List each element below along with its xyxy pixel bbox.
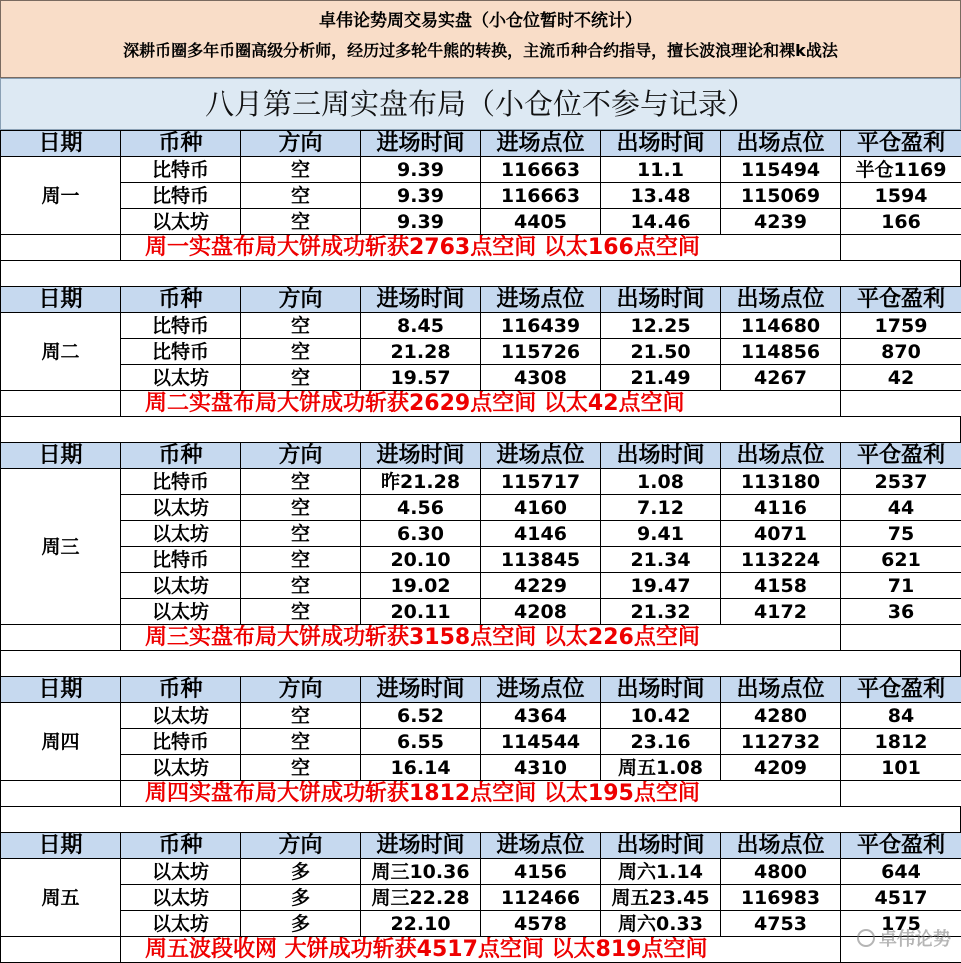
column-header: 币种 (121, 131, 241, 157)
trade-table (0, 286, 961, 417)
table-cell: 空 (241, 573, 361, 599)
column-header: 币种 (121, 287, 241, 313)
summary-empty-cell (1, 391, 121, 417)
column-header: 进场点位 (481, 833, 601, 859)
week-block (0, 442, 961, 651)
table-cell: 4229 (481, 573, 601, 599)
column-header: 方向 (241, 677, 361, 703)
table-cell: 2537 (841, 469, 961, 495)
table-cell: 116439 (481, 313, 601, 339)
table-cell: 621 (841, 547, 961, 573)
table-cell: 4267 (721, 365, 841, 391)
banner-line-2: 深耕币圈多年币圈高级分析师，经历过多轮牛熊的转换，主流币种合约指导，擅长波浪理论和裸k战法 (123, 41, 838, 60)
column-header: 出场时间 (601, 287, 721, 313)
table-cell: 101 (841, 755, 961, 781)
table-cell: 以太坊 (121, 209, 241, 235)
table-cell: 空 (241, 339, 361, 365)
table-cell: 19.57 (361, 365, 481, 391)
table-cell: 以太坊 (121, 495, 241, 521)
column-header: 平仓盈利 (841, 443, 961, 469)
day-label: 周五 (1, 859, 121, 937)
column-header: 平仓盈利 (841, 287, 961, 313)
table-cell: 空 (241, 365, 361, 391)
table-cell: 4172 (721, 599, 841, 625)
column-header: 出场点位 (721, 443, 841, 469)
column-header: 出场时间 (601, 443, 721, 469)
table-cell: 6.52 (361, 703, 481, 729)
banner (0, 0, 961, 78)
column-header: 出场时间 (601, 833, 721, 859)
summary-empty-cell (841, 781, 961, 807)
table-cell: 9.39 (361, 209, 481, 235)
summary-empty-cell (1, 781, 121, 807)
table-cell: 4071 (721, 521, 841, 547)
table-cell: 13.48 (601, 183, 721, 209)
table-cell: 4800 (721, 859, 841, 885)
table-cell: 113845 (481, 547, 601, 573)
table-cell: 116983 (721, 885, 841, 911)
column-header: 出场时间 (601, 677, 721, 703)
table-cell: 周三10.36 (361, 859, 481, 885)
column-header: 出场时间 (601, 131, 721, 157)
table-cell: 周五23.45 (601, 885, 721, 911)
table-cell: 比特币 (121, 183, 241, 209)
column-header: 进场时间 (361, 131, 481, 157)
table-cell: 20.10 (361, 547, 481, 573)
table-cell: 1812 (841, 729, 961, 755)
week-spacer (0, 260, 961, 286)
table-cell: 4310 (481, 755, 601, 781)
table-cell: 以太坊 (121, 599, 241, 625)
table-cell: 115726 (481, 339, 601, 365)
table-row (1, 859, 961, 885)
table-cell: 115069 (721, 183, 841, 209)
table-row (1, 313, 961, 339)
table-cell: 19.47 (601, 573, 721, 599)
table-cell: 166 (841, 209, 961, 235)
summary-text: 周三实盘布局大饼成功斩获3158点空间 以太226点空间 (121, 625, 841, 651)
trade-table (0, 442, 961, 651)
day-label: 周二 (1, 313, 121, 391)
table-cell: 42 (841, 365, 961, 391)
table-cell: 以太坊 (121, 573, 241, 599)
column-header: 进场时间 (361, 287, 481, 313)
table-row (1, 183, 961, 209)
table-header-row (1, 443, 961, 469)
summary-text: 周二实盘布局大饼成功斩获2629点空间 以太42点空间 (121, 391, 841, 417)
table-cell: 9.39 (361, 157, 481, 183)
watermark-icon (857, 929, 875, 947)
table-cell: 870 (841, 339, 961, 365)
table-cell: 113224 (721, 547, 841, 573)
table-cell: 644 (841, 859, 961, 885)
column-header: 币种 (121, 677, 241, 703)
table-header-row (1, 677, 961, 703)
table-cell: 以太坊 (121, 703, 241, 729)
table-cell: 昨21.28 (361, 469, 481, 495)
summary-row (1, 937, 961, 963)
table-cell: 175 (841, 911, 961, 937)
table-cell: 4578 (481, 911, 601, 937)
table-cell: 4364 (481, 703, 601, 729)
week-block (0, 676, 961, 807)
table-cell: 21.49 (601, 365, 721, 391)
table-cell: 22.10 (361, 911, 481, 937)
column-header: 平仓盈利 (841, 677, 961, 703)
table-cell: 112732 (721, 729, 841, 755)
table-row (1, 885, 961, 911)
column-header: 进场时间 (361, 443, 481, 469)
table-cell: 16.14 (361, 755, 481, 781)
table-cell: 周五1.08 (601, 755, 721, 781)
column-header: 平仓盈利 (841, 833, 961, 859)
table-row (1, 573, 961, 599)
table-cell: 空 (241, 209, 361, 235)
table-row (1, 599, 961, 625)
table-cell: 113180 (721, 469, 841, 495)
table-cell: 1759 (841, 313, 961, 339)
table-cell: 116663 (481, 157, 601, 183)
day-label: 周三 (1, 469, 121, 625)
table-cell: 空 (241, 469, 361, 495)
table-cell: 比特币 (121, 313, 241, 339)
table-cell: 6.30 (361, 521, 481, 547)
summary-empty-cell (1, 937, 121, 963)
summary-empty-cell (841, 625, 961, 651)
table-cell: 周六0.33 (601, 911, 721, 937)
column-header: 日期 (1, 833, 121, 859)
table-cell: 多 (241, 885, 361, 911)
table-cell: 19.02 (361, 573, 481, 599)
column-header: 日期 (1, 677, 121, 703)
summary-row (1, 781, 961, 807)
table-cell: 多 (241, 911, 361, 937)
table-row (1, 157, 961, 183)
table-cell: 比特币 (121, 729, 241, 755)
table-cell: 空 (241, 495, 361, 521)
table-row (1, 469, 961, 495)
column-header: 日期 (1, 443, 121, 469)
table-cell: 以太坊 (121, 885, 241, 911)
column-header: 方向 (241, 833, 361, 859)
column-header: 进场点位 (481, 443, 601, 469)
column-header: 出场点位 (721, 131, 841, 157)
table-cell: 空 (241, 547, 361, 573)
table-cell: 空 (241, 755, 361, 781)
table-row (1, 703, 961, 729)
summary-text: 周一实盘布局大饼成功斩获2763点空间 以太166点空间 (121, 235, 841, 261)
table-cell: 114544 (481, 729, 601, 755)
table-cell: 4209 (721, 755, 841, 781)
table-row (1, 339, 961, 365)
week-block (0, 832, 961, 963)
table-cell: 空 (241, 599, 361, 625)
table-cell: 21.34 (601, 547, 721, 573)
table-row (1, 495, 961, 521)
table-cell: 115494 (721, 157, 841, 183)
column-header: 进场时间 (361, 833, 481, 859)
day-label: 周四 (1, 703, 121, 781)
watermark (857, 925, 951, 951)
table-cell: 1594 (841, 183, 961, 209)
summary-empty-cell (841, 235, 961, 261)
column-header: 出场点位 (721, 833, 841, 859)
table-cell: 112466 (481, 885, 601, 911)
table-cell: 14.46 (601, 209, 721, 235)
table-cell: 空 (241, 313, 361, 339)
summary-text: 周四实盘布局大饼成功斩获1812点空间 以太195点空间 (121, 781, 841, 807)
table-cell: 6.55 (361, 729, 481, 755)
table-cell: 周六1.14 (601, 859, 721, 885)
week-block (0, 286, 961, 417)
column-header: 日期 (1, 131, 121, 157)
table-row (1, 365, 961, 391)
week-spacer (0, 416, 961, 442)
table-row (1, 755, 961, 781)
table-row (1, 729, 961, 755)
table-cell: 23.16 (601, 729, 721, 755)
table-cell: 9.39 (361, 183, 481, 209)
table-cell: 4.56 (361, 495, 481, 521)
column-header: 进场点位 (481, 131, 601, 157)
table-cell: 4116 (721, 495, 841, 521)
table-cell: 比特币 (121, 339, 241, 365)
table-cell: 周三22.28 (361, 885, 481, 911)
table-cell: 9.41 (601, 521, 721, 547)
table-cell: 4280 (721, 703, 841, 729)
table-cell: 21.32 (601, 599, 721, 625)
column-header: 出场点位 (721, 287, 841, 313)
table-row (1, 547, 961, 573)
table-cell: 4308 (481, 365, 601, 391)
table-cell: 空 (241, 183, 361, 209)
column-header: 方向 (241, 443, 361, 469)
table-cell: 空 (241, 729, 361, 755)
column-header: 进场点位 (481, 287, 601, 313)
table-cell: 比特币 (121, 157, 241, 183)
table-cell: 空 (241, 703, 361, 729)
table-cell: 以太坊 (121, 365, 241, 391)
week-spacer (0, 806, 961, 832)
summary-text: 周五波段收网 大饼成功斩获4517点空间 以太819点空间 (121, 937, 841, 963)
column-header: 方向 (241, 287, 361, 313)
table-header-row (1, 131, 961, 157)
table-cell: 4517 (841, 885, 961, 911)
day-label: 周一 (1, 157, 121, 235)
column-header: 进场时间 (361, 677, 481, 703)
trade-table (0, 130, 961, 261)
table-cell: 以太坊 (121, 755, 241, 781)
trade-table (0, 832, 961, 963)
column-header: 方向 (241, 131, 361, 157)
table-cell: 12.25 (601, 313, 721, 339)
table-cell: 115717 (481, 469, 601, 495)
table-cell: 114856 (721, 339, 841, 365)
trade-table (0, 676, 961, 807)
table-cell: 以太坊 (121, 521, 241, 547)
page-title: 八月第三周实盘布局（小仓位不参与记录） (0, 78, 961, 130)
table-cell: 36 (841, 599, 961, 625)
banner-line-1: 卓伟论势周交易实盘（小仓位暂时不统计） (319, 11, 642, 31)
table-cell: 比特币 (121, 547, 241, 573)
column-header: 币种 (121, 833, 241, 859)
table-cell: 114680 (721, 313, 841, 339)
table-cell: 10.42 (601, 703, 721, 729)
column-header: 出场点位 (721, 677, 841, 703)
table-row (1, 911, 961, 937)
table-cell: 4146 (481, 521, 601, 547)
table-cell: 75 (841, 521, 961, 547)
table-cell: 空 (241, 521, 361, 547)
week-block (0, 130, 961, 261)
table-cell: 21.28 (361, 339, 481, 365)
table-cell: 4156 (481, 859, 601, 885)
table-cell: 1.08 (601, 469, 721, 495)
table-cell: 116663 (481, 183, 601, 209)
table-row (1, 521, 961, 547)
table-cell: 4239 (721, 209, 841, 235)
table-cell: 比特币 (121, 469, 241, 495)
column-header: 日期 (1, 287, 121, 313)
table-cell: 多 (241, 859, 361, 885)
table-cell: 半仓1169 (841, 157, 961, 183)
summary-empty-cell (1, 235, 121, 261)
table-cell: 20.11 (361, 599, 481, 625)
column-header: 币种 (121, 443, 241, 469)
summary-empty-cell (1, 625, 121, 651)
table-header-row (1, 287, 961, 313)
table-cell: 4160 (481, 495, 601, 521)
column-header: 平仓盈利 (841, 131, 961, 157)
table-cell: 84 (841, 703, 961, 729)
table-cell: 71 (841, 573, 961, 599)
table-cell: 21.50 (601, 339, 721, 365)
watermark-text: 卓伟论势 (879, 929, 951, 950)
table-row (1, 209, 961, 235)
week-spacer (0, 650, 961, 676)
column-header: 进场点位 (481, 677, 601, 703)
table-header-row (1, 833, 961, 859)
table-cell: 8.45 (361, 313, 481, 339)
table-cell: 7.12 (601, 495, 721, 521)
table-cell: 4158 (721, 573, 841, 599)
table-cell: 4753 (721, 911, 841, 937)
summary-row (1, 235, 961, 261)
table-cell: 4405 (481, 209, 601, 235)
table-cell: 44 (841, 495, 961, 521)
table-cell: 以太坊 (121, 911, 241, 937)
table-cell: 11.1 (601, 157, 721, 183)
table-cell: 空 (241, 157, 361, 183)
summary-row (1, 625, 961, 651)
table-cell: 4208 (481, 599, 601, 625)
table-cell: 以太坊 (121, 859, 241, 885)
summary-row (1, 391, 961, 417)
summary-empty-cell (841, 391, 961, 417)
